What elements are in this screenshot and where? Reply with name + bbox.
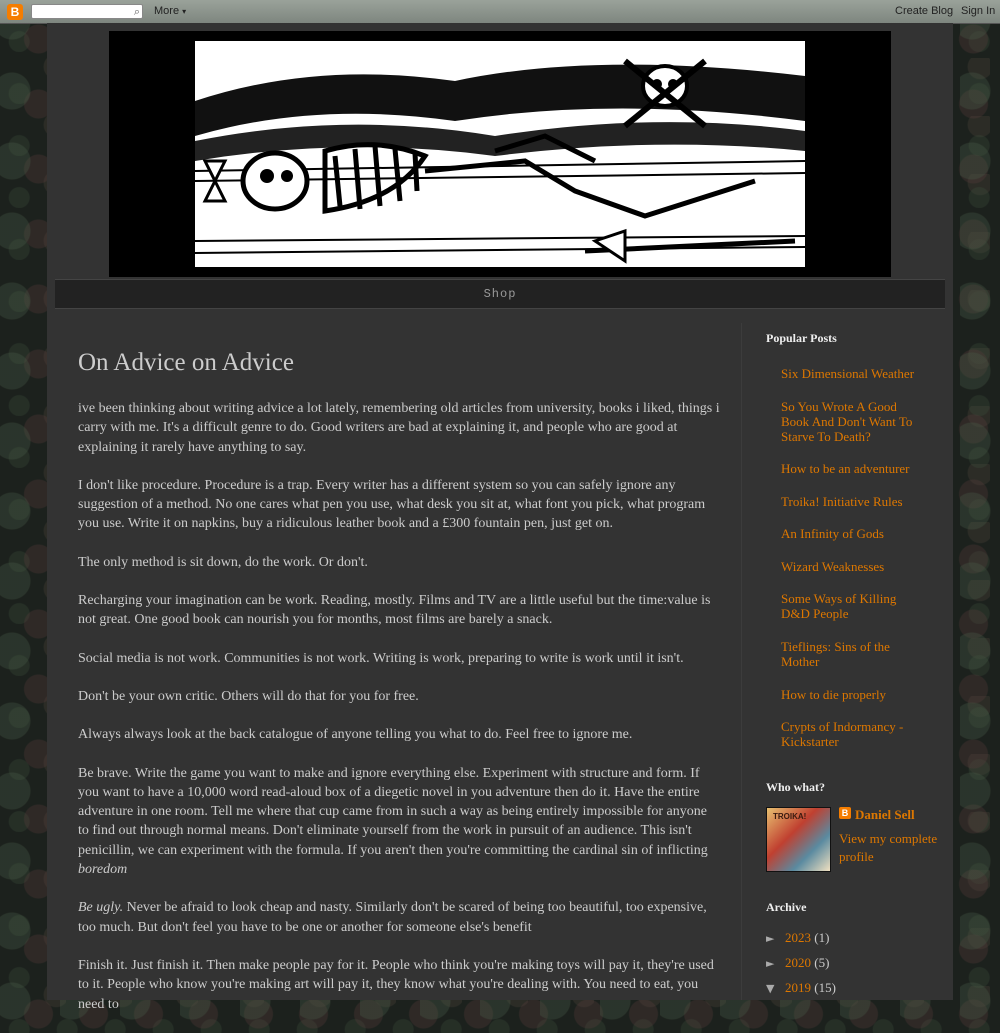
archive-item <box>766 955 829 971</box>
popular-posts-widget <box>766 331 837 345</box>
popular-post-link[interactable]: Wizard Weaknesses <box>781 559 885 574</box>
sidebar-divider <box>741 323 742 1000</box>
post-paragraph-text: Be brave. Write the game you want to make and ignore everything else. Experiment with structure and form. If you want to have a 10,000 word read-aloud box of a diegetic novel in you adventure then do it. Have the entire adventure in one room. Tell me where that cup came from in such a way as being entirely impossible for anyone to find out through normal means. Don't eliminate yourself from the work in pursuit of an audience. This isn't penicillin, we can experiment with the formula. If you aren't then you're committing the cardinal sin of inflicting <box>78 765 708 858</box>
archive-count: (5) <box>814 955 830 970</box>
archive-count: (15) <box>814 980 836 995</box>
blog-post <box>78 348 720 1033</box>
post-title[interactable]: On Advice on Advice <box>78 349 294 376</box>
caret-down-icon: ▾ <box>182 7 187 16</box>
profile-heading: Who what? <box>766 780 826 794</box>
profile-photo[interactable] <box>766 807 831 872</box>
post-paragraph: ive been thinking about writing advice a lot lately, remembering old articles from university, books i liked, things i carry with me. It's a difficult genre to do. Good writers are bad at explaining it, and people who are good at explaining it rarely have anything to say. <box>78 401 720 455</box>
popular-post-link[interactable]: Tieflings: Sins of the Mother <box>781 639 890 669</box>
post-paragraph: Recharging your imagination can be work. Reading, mostly. Films and TV are a little useful but the time:value is not great. One good book can nourish you for months, most films are barely a snack. <box>78 593 711 628</box>
post-paragraph: I don't like procedure. Procedure is a trap. Every writer has a different system so you can safely ignore any suggestion of a method. No one cares what pen you use, what desk you sit at, what font you pick, what program you use. Write it on napkins, buy a ridiculous leather book and a £300 fountain pen, just get on. <box>78 477 706 532</box>
popular-post-link[interactable]: How to be an adventurer <box>781 461 910 476</box>
profile-name-link[interactable]: Daniel Sell <box>855 807 915 822</box>
popular-post-link[interactable]: Crypts of Indormancy - Kickstarter <box>781 719 904 749</box>
post-paragraph: Finish it. Just finish it. Then make people pay for it. People who think you're making toys will pay it, they're used to it. People who know you're making art will pay it, they know what you're dealing with. You need to eat, you need to <box>78 957 714 1012</box>
popular-post-link[interactable]: So You Wrote A Good Book And Don't Want To Starve To Death? <box>781 399 913 444</box>
post-paragraph: Social media is not work. Communities is not work. Writing is work, preparing to write is work until it isn't. <box>78 650 684 666</box>
header-image[interactable] <box>109 31 891 277</box>
create-blog-link[interactable]: Create Blog <box>895 5 954 17</box>
post-paragraph: Always always look at the back catalogue of anyone telling you what to do. Feel free to ignore me. <box>78 727 633 743</box>
collapse-arrow-icon[interactable]: ▼ <box>766 982 775 995</box>
page-tabs <box>55 279 945 309</box>
view-profile-link[interactable]: View my complete profile <box>839 831 938 864</box>
skeleton-woodcut-illustration <box>195 41 805 267</box>
archive-item <box>766 930 829 946</box>
post-paragraph: Don't be your own critic. Others will do that for you for free. <box>78 688 419 704</box>
archive-year-link[interactable]: 2020 <box>785 955 811 970</box>
search-input[interactable] <box>31 4 143 19</box>
archive-heading: Archive <box>766 900 807 914</box>
blogger-profile-icon: B <box>839 807 851 819</box>
blogger-navbar <box>0 0 1000 24</box>
search-icon[interactable]: ⌕ <box>133 5 140 18</box>
more-menu[interactable] <box>154 5 186 18</box>
popular-post-link[interactable]: Troika! Initiative Rules <box>781 494 903 509</box>
blogger-logo-icon[interactable]: B <box>7 4 23 20</box>
popular-posts-heading: Popular Posts <box>766 331 837 345</box>
expand-arrow-icon[interactable]: ► <box>766 932 775 945</box>
popular-post-link[interactable]: An Infinity of Gods <box>781 526 884 541</box>
popular-post-link[interactable]: Six Dimensional Weather <box>781 366 915 381</box>
popular-post-link[interactable]: Some Ways of Killing D&D People <box>781 591 897 621</box>
expand-arrow-icon[interactable]: ► <box>766 957 775 970</box>
post-paragraph-ugly <box>78 898 720 937</box>
archive-item <box>766 980 836 996</box>
profile-photo-text: TROIKA! <box>773 812 807 821</box>
tab-shop[interactable]: Shop <box>483 287 517 301</box>
content-wrapper <box>47 23 953 1012</box>
emphasis-be-ugly: Be ugly. <box>78 900 124 916</box>
popular-post-link[interactable]: How to die properly <box>781 687 887 702</box>
sign-in-link[interactable]: Sign In <box>961 5 996 17</box>
emphasis-boredom: boredom <box>78 862 128 878</box>
post-paragraph-text: Never be afraid to look cheap and nasty. Similarly don't be scared of being too beautiful, too expensive, too much. But don't feel you have to be one or another for someone else's benefit <box>78 900 707 935</box>
post-paragraph-brave <box>78 764 720 880</box>
more-label: More <box>154 5 180 17</box>
archive-count: (1) <box>814 930 830 945</box>
archive-year-link[interactable]: 2023 <box>785 930 811 945</box>
post-paragraph: The only method is sit down, do the work. Or don't. <box>78 554 368 570</box>
archive-year-link[interactable]: 2019 <box>785 980 811 995</box>
